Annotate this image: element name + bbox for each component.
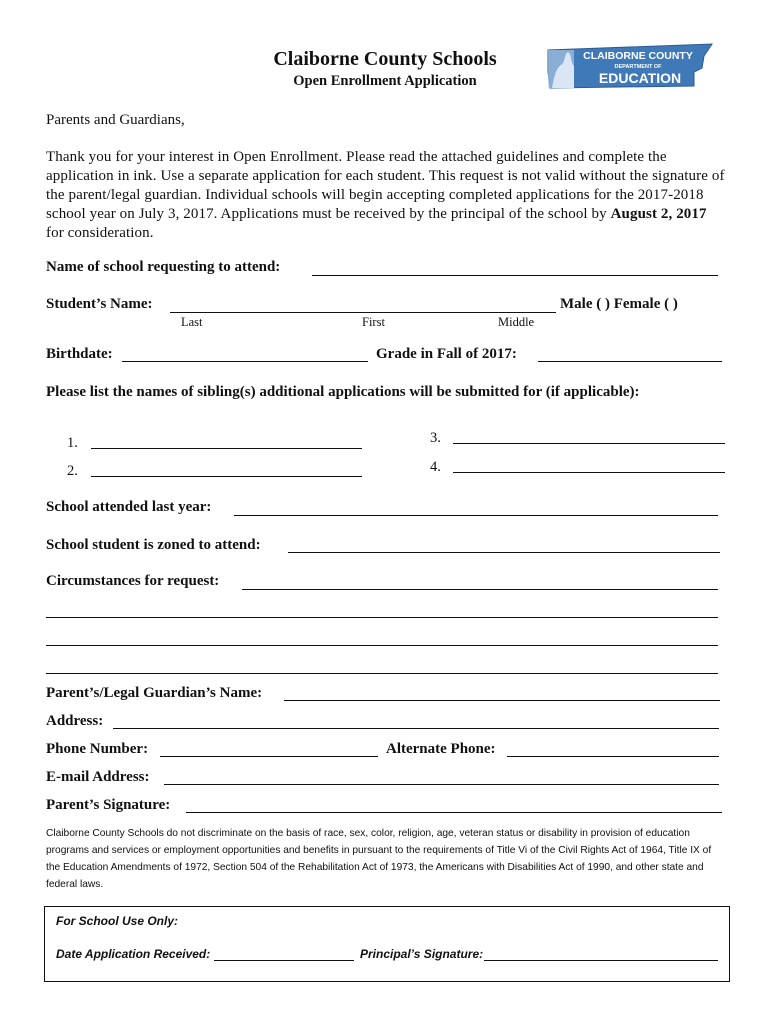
- student-name-field[interactable]: [170, 312, 556, 313]
- sibling-3-number: 3.: [430, 430, 441, 446]
- deadline-date: August 2, 2017: [610, 206, 707, 222]
- school-zoned-field[interactable]: [288, 552, 720, 553]
- principal-signature-label: Principal’s Signature:: [360, 947, 484, 961]
- guardian-name-field[interactable]: [284, 700, 720, 701]
- greeting: Parents and Guardians,: [46, 112, 185, 128]
- circumstances-field[interactable]: [242, 589, 718, 590]
- gender-options[interactable]: Male ( ) Female ( ): [560, 296, 678, 312]
- sibling-4-field[interactable]: [453, 472, 725, 473]
- intro-paragraph: [46, 148, 726, 243]
- page-title: Claiborne County Schools: [273, 48, 497, 70]
- nondiscrimination-notice: Claiborne County Schools do not discriminate on the basis of race, sex, color, religion, age, veteran status or disability in provision of education programs and services or employment opportunities and benefits in pursuant to the requirements of Title Vi of the Civil Rights Act of 1964, Title IX of the Education Amendments of 1972, Section 504 of the Rehabilitation Act of 1973, the Americans with Disabilities Act of 1990, and other state and federal laws.: [46, 828, 712, 890]
- claiborne-education-logo: [544, 42, 716, 90]
- alt-phone-label: Alternate Phone:: [386, 741, 496, 757]
- intro-text-end: for consideration.: [46, 225, 154, 241]
- phone-field[interactable]: [160, 756, 378, 757]
- address-field[interactable]: [113, 728, 719, 729]
- address-label: Address:: [46, 713, 104, 729]
- school-last-year-field[interactable]: [234, 515, 718, 516]
- school-requesting-field[interactable]: [312, 275, 718, 276]
- first-name-caption: First: [362, 315, 385, 329]
- siblings-prompt: Please list the names of sibling(s) additional applications will be submitted for (if applicable):: [46, 384, 640, 400]
- sibling-4-number: 4.: [430, 459, 441, 475]
- sibling-3-field[interactable]: [453, 443, 725, 444]
- last-name-caption: Last: [181, 315, 203, 329]
- principal-signature-field[interactable]: [484, 960, 718, 961]
- school-zoned-label: School student is zoned to attend:: [46, 537, 261, 553]
- email-label: E-mail Address:: [46, 769, 150, 785]
- signature-field[interactable]: [186, 812, 722, 813]
- circumstances-line-2[interactable]: [46, 617, 718, 618]
- birthdate-field[interactable]: [122, 361, 368, 362]
- grade-field[interactable]: [538, 361, 722, 362]
- middle-name-caption: Middle: [498, 315, 535, 329]
- sibling-1-field[interactable]: [91, 448, 362, 449]
- guardian-name-label: Parent’s/Legal Guardian’s Name:: [46, 685, 263, 701]
- phone-label: Phone Number:: [46, 741, 149, 757]
- school-requesting-label: Name of school requesting to attend:: [46, 259, 281, 275]
- sibling-2-number: 2.: [67, 463, 78, 479]
- sibling-1-number: 1.: [67, 435, 78, 451]
- circumstances-line-4[interactable]: [46, 673, 718, 674]
- logo-line-3: EDUCATION: [598, 70, 682, 86]
- email-field[interactable]: [164, 784, 719, 785]
- logo-line-2: DEPARTMENT OF: [614, 64, 662, 70]
- grade-label: Grade in Fall of 2017:: [376, 346, 517, 362]
- intro-text: Thank you for your interest in Open Enrollment. Please read the attached guidelines and complete the application in ink. Use a separate application for each student. This request is not valid without the signature of the parent/legal guardian. Individual schools will begin accepting completed applications for the 2017-2018 school year on July 3, 2017. Applications must be received by the principal of the school by: [46, 149, 725, 222]
- school-last-year-label: School attended last year:: [46, 499, 212, 515]
- alt-phone-field[interactable]: [507, 756, 719, 757]
- circumstances-line-3[interactable]: [46, 645, 718, 646]
- sibling-2-field[interactable]: [91, 476, 362, 477]
- date-received-label: Date Application Received:: [56, 947, 211, 961]
- logo-line-1: CLAIBORNE COUNTY: [583, 50, 693, 62]
- student-name-label: Student’s Name:: [46, 296, 153, 312]
- circumstances-label: Circumstances for request:: [46, 573, 220, 589]
- school-use-heading: For School Use Only:: [56, 914, 179, 928]
- page-subtitle: Open Enrollment Application: [293, 73, 477, 89]
- date-received-field[interactable]: [214, 960, 354, 961]
- signature-label: Parent’s Signature:: [46, 797, 171, 813]
- birthdate-label: Birthdate:: [46, 346, 113, 362]
